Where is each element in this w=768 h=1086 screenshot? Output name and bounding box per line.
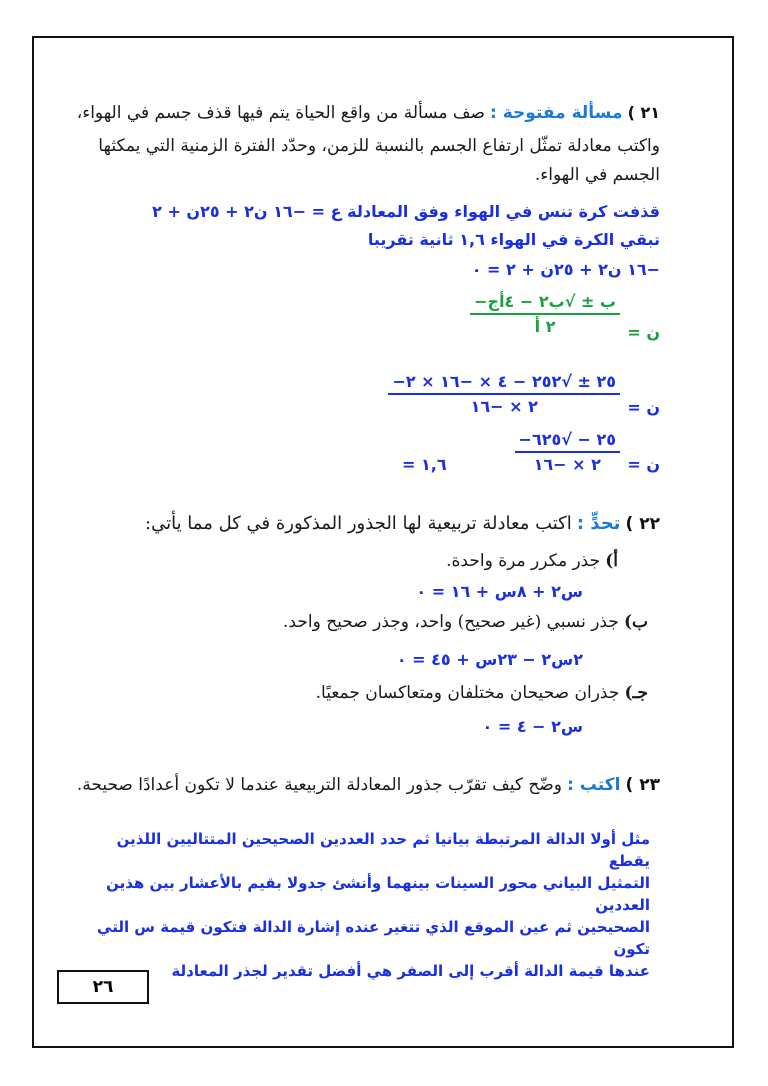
q22-prompt: اكتب معادلة تربيعية لها الجذور المذكورة في كل مما يأتي: [145, 513, 572, 534]
q23-answer-line4: عندها قيمة الدالة أقرب إلى الصفر هي أفضل تقدير لجذر المعادلة [171, 962, 650, 980]
sub1-lhs: ن = [627, 398, 660, 417]
q22-b-text: جذر نسبي (غير صحيح) واحد، وجذر صحيح واحد. [283, 612, 619, 632]
q22-b-line [283, 612, 648, 632]
q23-number: ٢٣ ) [625, 775, 660, 795]
q22-a-text: جذر مكرر مرة واحدة. [446, 551, 601, 571]
q23-answer-line1: مثل أولا الدالة المرتبطة بيانيا ثم حدد العددين الصحيحين المتتاليين اللذين يقطع [116, 830, 650, 870]
q23-header-line [77, 775, 660, 795]
formula-denominator: ٢ أ [470, 313, 620, 336]
q22-header-line [145, 513, 660, 534]
q21-line3: الجسم في الهواء. [534, 165, 660, 185]
q21-line2: واكتب معادلة تمثّل ارتفاع الجسم بالنسبة للزمن، وحدّد الفترة الزمنية التي يمكثها [98, 136, 660, 156]
q23-answer-line3: الصحيحين ثم عين الموقع الذي تتغير عنده إشارة الدالة فتكون قيمة س التي تكون [97, 918, 650, 958]
sub2-lhs: ن = [627, 455, 660, 474]
q23-heading: اكتب : [567, 775, 621, 795]
q22-a-label: أ) [605, 551, 618, 571]
sub2-result: = ١,٦ [402, 455, 447, 474]
q22-a-answer: س٢ + ٨س + ١٦ = ٠ [416, 582, 583, 601]
q22-number: ٢٢ ) [625, 514, 660, 534]
quadratic-formula-fraction [470, 292, 620, 336]
q23-answer-line2: التمثيل البياني محور السينات بينهما وأنشئ جدولا بقيم بالأعشار بين هذين العددين [106, 874, 650, 914]
q21-header-line [77, 103, 660, 123]
q22-c-answer: س٢ − ٤ = ٠ [482, 717, 583, 736]
substitution-fraction-1 [388, 372, 620, 416]
sub2-denominator: ٢ × −١٦ [515, 451, 620, 474]
formula-lhs: ن = [627, 323, 660, 342]
q21-line1: صف مسألة من واقع الحياة يتم فيها قذف جسم في الهواء، [76, 103, 485, 123]
q22-b-label: ب) [623, 612, 648, 632]
q22-c-text: جذران صحيحان مختلفان ومتعاكسان جمعيًا. [315, 683, 620, 703]
sub2-numerator: −٢٥ − √٦٢٥ [518, 430, 616, 449]
q21-answer-line2: تبقي الكرة في الهواء ١,٦ ثانية تقريبا [367, 230, 660, 249]
sub1-numerator: −٢٥ ± √٢٥٢ − ٤ × −١٦ × ٢ [392, 372, 616, 391]
q21-number: ٢١ ) [627, 103, 660, 122]
q21-answer-line1: قذفت كرة تنس في الهواء وفق المعادلة ع = −١٦ ن٢ + ٢٥ن + ٢ [152, 202, 660, 221]
sub1-denominator: ٢ × −١٦ [388, 393, 620, 416]
q23-prompt: وضّح كيف تقرّب جذور المعادلة التربيعية عندما لا تكون أعدادًا صحيحة. [76, 775, 562, 795]
formula-numerator: −ب ± √ب٢ − ٤أج [474, 292, 616, 311]
q22-heading: تحدٍّ : [576, 513, 621, 534]
q22-c-line [316, 683, 648, 703]
q21-heading: مسألة مفتوحة : [490, 103, 623, 123]
page-number-box [57, 970, 149, 1004]
q22-c-label: جـ) [624, 683, 648, 703]
page-number: ٢٦ [92, 977, 114, 997]
q23-answer-paragraph [90, 828, 650, 982]
q22-a-line [446, 551, 618, 571]
q22-b-answer: ٢س٢ − ٢٣س + ٤٥ = ٠ [396, 650, 583, 669]
q21-equation: −١٦ ن٢ + ٢٥ن + ٢ = ٠ [471, 260, 660, 279]
substitution-fraction-2 [515, 430, 620, 474]
